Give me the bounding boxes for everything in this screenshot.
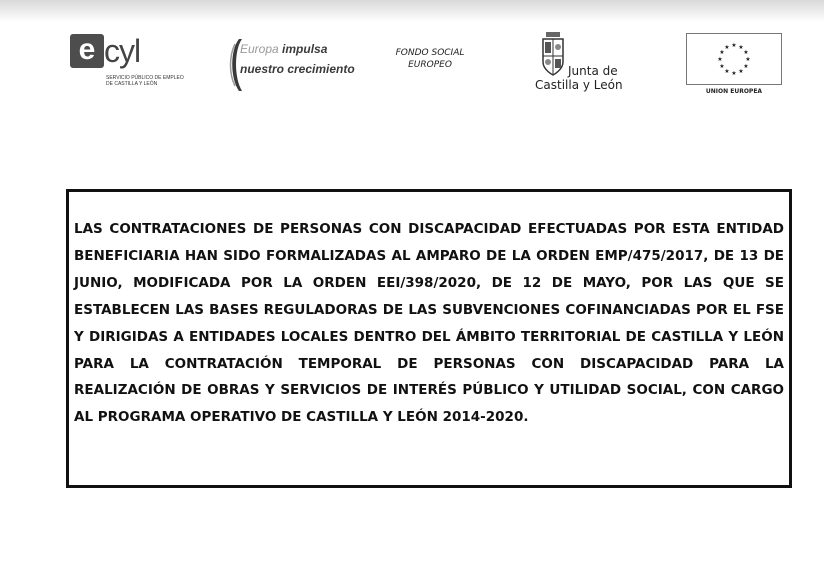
europa-impulsa-logo: [228, 38, 355, 92]
junta-line2: Castilla y León: [535, 78, 623, 92]
ecyl-logo: [70, 34, 190, 94]
fse-line1: FONDO SOCIAL: [395, 48, 465, 58]
ecyl-logo-mark: e: [70, 34, 104, 68]
svg-text:★: ★: [717, 56, 723, 63]
europa-impulsa-line2: nuestro crecimiento: [240, 62, 355, 76]
impulsa-word: impulsa: [282, 42, 328, 56]
junta-castilla-leon-logo: [535, 32, 635, 94]
ecyl-logo-word: cyl: [104, 33, 141, 69]
svg-text:★: ★: [738, 44, 744, 51]
svg-text:★: ★: [724, 44, 730, 51]
junta-line1: Junta de: [568, 64, 618, 78]
svg-text:★: ★: [743, 63, 749, 70]
viewer-top-shadow: [0, 0, 824, 22]
europa-impulsa-line1: [240, 42, 327, 56]
svg-text:★: ★: [731, 42, 737, 49]
coat-of-arms-icon: [541, 32, 565, 76]
ecyl-logo-subtitle: [106, 75, 206, 87]
ecyl-subtitle-line1: SERVICIO PÚBLICO DE EMPLEO: [106, 75, 184, 81]
svg-text:★: ★: [743, 49, 749, 56]
eu-stars-icon: [687, 34, 781, 84]
svg-text:★: ★: [745, 56, 751, 63]
eu-flag: [686, 33, 782, 85]
svg-text:★: ★: [719, 49, 725, 56]
union-europea-logo: [686, 33, 782, 95]
notice-box: [66, 189, 792, 488]
fondo-social-europeo-label: [390, 47, 470, 71]
fse-line2: EUROPEO: [408, 60, 452, 70]
svg-text:★: ★: [738, 68, 744, 75]
svg-text:★: ★: [719, 63, 725, 70]
svg-text:★: ★: [724, 68, 730, 75]
europa-word: Europa: [240, 42, 279, 56]
notice-text: LAS CONTRATACIONES DE PERSONAS CON DISCAPACIDAD EFECTUADAS POR ESTA ENTIDAD BENEFICIARIA HAN SIDO FORMALIZADAS AL AMPARO DE LA ORDEN EMP/475/2017, DE 13 DE JUNIO, MODIFICADA POR LA ORDEN EEI/398/2020, DE 12 DE MAYO, POR LAS QUE SE ESTABLECEN LAS BASES REGULADORAS DE LAS SUBVENCIONES COFINANCIADAS POR EL FSE Y DIRIGIDAS A ENTIDADES LOCALES DENTRO DEL ÁMBITO TERRITORIAL DE CASTILLA Y LEÓN PARA LA CONTRATACIÓN TEMPORAL DE PERSONAS CON DISCAPACIDAD PARA LA REALIZACIÓN DE OBRAS Y SERVICIOS DE INTERÉS PÚBLICO Y UTILIDAD SOCIAL, CON CARGO AL PROGRAMA OPERATIVO DE CASTILLA Y LEÓN 2014-2020.: [74, 221, 784, 426]
ecyl-subtitle-line2: DE CASTILLA Y LEÓN: [106, 81, 158, 87]
svg-text:★: ★: [731, 70, 737, 77]
union-europea-caption: UNION EUROPEA: [705, 88, 763, 95]
